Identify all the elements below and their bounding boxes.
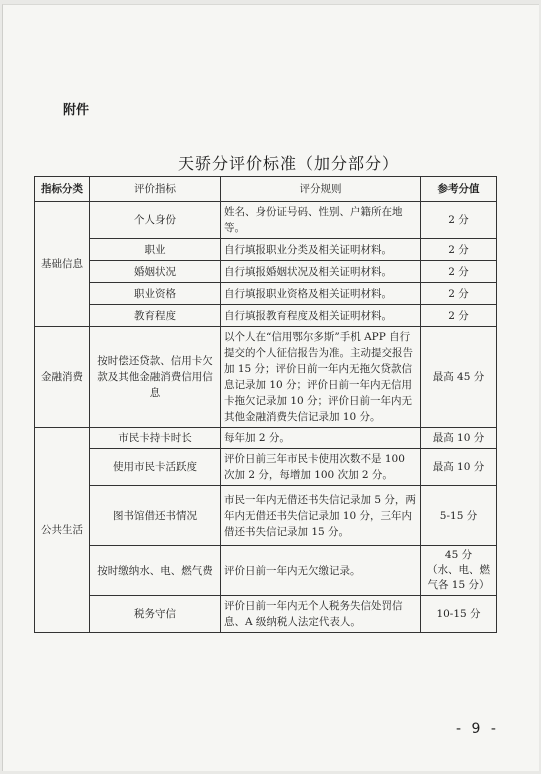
table-row (35, 283, 497, 305)
table-row (35, 327, 497, 428)
table-row (35, 305, 497, 327)
page-number: - 9 - (456, 721, 499, 737)
header-category: 指标分类 (35, 177, 90, 202)
table-row (35, 239, 497, 261)
indicator-cell: 图书馆借还书情况 (90, 486, 221, 546)
indicator-cell: 婚姻状况 (90, 261, 221, 283)
rule-cell: 自行填报职业分类及相关证明材料。 (221, 239, 421, 261)
rule-cell: 评价日前一年内无个人税务失信处罚信息、A 级纳税人法定代表人。 (221, 596, 421, 633)
score-cell: 45 分 （水、电、燃气各 15 分） (421, 546, 497, 596)
table-row (35, 449, 497, 486)
indicator-cell: 使用市民卡活跃度 (90, 449, 221, 486)
document-title: 天骄分评价标准（加分部分） (178, 154, 400, 173)
score-cell: 2 分 (421, 305, 497, 327)
header-indicator: 评价指标 (90, 177, 221, 202)
table-row (35, 202, 497, 239)
header-score: 参考分值 (421, 177, 497, 202)
table-row (35, 428, 497, 449)
rule-cell: 自行填报婚姻状况及相关证明材料。 (221, 261, 421, 283)
rule-cell: 以个人在“信用鄂尔多斯”手机 APP 自行提交的个人征信报告为准。主动提交报告加 15 分；评价日前一年内无拖欠贷款信息记录加 10 分；评价日前一年内无信用卡拖欠记录加 10 分；评价日前一年内无其他金融消费失信记录加 10 分。 (221, 327, 421, 428)
score-cell: 5-15 分 (421, 486, 497, 546)
indicator-cell: 按时偿还贷款、信用卡欠款及其他金融消费信用信息 (90, 327, 221, 428)
rule-cell: 市民一年内无借还书失信记录加 5 分，两年内无借还书失信记录加 10 分，三年内借还书失信记录加 15 分。 (221, 486, 421, 546)
table-row (35, 261, 497, 283)
rule-cell: 评价日前三年市民卡使用次数不是 100 次加 2 分，每增加 100 次加 2 分。 (221, 449, 421, 486)
rule-cell: 姓名、身份证号码、性别、户籍所在地等。 (221, 202, 421, 239)
document-page (2, 4, 539, 771)
rule-cell: 评价日前一年内无欠缴记录。 (221, 546, 421, 596)
indicator-cell: 按时缴纳水、电、燃气费 (90, 546, 221, 596)
score-cell: 2 分 (421, 239, 497, 261)
rule-cell: 自行填报教育程度及相关证明材料。 (221, 305, 421, 327)
indicator-cell: 市民卡持卡时长 (90, 428, 221, 449)
indicator-cell: 个人身份 (90, 202, 221, 239)
table-row (35, 596, 497, 633)
table-row (35, 486, 497, 546)
category-cell: 基础信息 (35, 202, 90, 327)
indicator-cell: 教育程度 (90, 305, 221, 327)
scoring-table (34, 176, 497, 633)
score-cell: 10-15 分 (421, 596, 497, 633)
score-cell: 最高 10 分 (421, 449, 497, 486)
score-cell: 2 分 (421, 202, 497, 239)
table-header-row (35, 177, 497, 202)
rule-cell: 每年加 2 分。 (221, 428, 421, 449)
indicator-cell: 税务守信 (90, 596, 221, 633)
score-cell: 2 分 (421, 283, 497, 305)
score-cell: 最高 45 分 (421, 327, 497, 428)
indicator-cell: 职业资格 (90, 283, 221, 305)
header-rule: 评分规则 (221, 177, 421, 202)
indicator-cell: 职业 (90, 239, 221, 261)
attachment-label: 附件 (63, 103, 90, 118)
category-cell: 金融消费 (35, 327, 90, 428)
table-row (35, 546, 497, 596)
category-cell: 公共生活 (35, 428, 90, 633)
rule-cell: 自行填报职业资格及相关证明材料。 (221, 283, 421, 305)
score-cell: 2 分 (421, 261, 497, 283)
score-cell: 最高 10 分 (421, 428, 497, 449)
